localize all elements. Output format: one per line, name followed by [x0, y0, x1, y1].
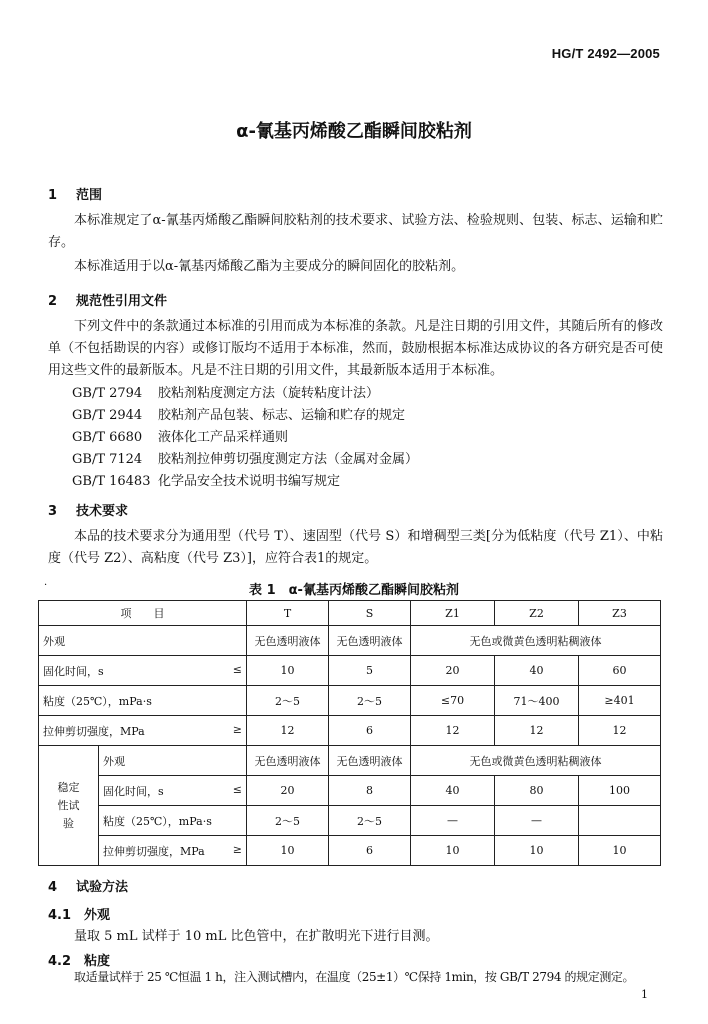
- cell: 2～5: [247, 686, 329, 716]
- comparator: ≤: [232, 782, 242, 796]
- cell: 无色透明液体: [247, 746, 329, 776]
- cell: 40: [495, 656, 579, 686]
- row-label: [39, 716, 247, 746]
- spec-table: [38, 600, 661, 866]
- row-label-text: 拉伸剪切强度，MPa: [43, 724, 145, 738]
- subsection-number: 4.2: [48, 954, 72, 969]
- row-label: [99, 836, 247, 866]
- subsection-title: 外观: [84, 908, 111, 923]
- cell: 无色或微黄色透明粘稠液体: [411, 746, 661, 776]
- cell: 71～400: [495, 686, 579, 716]
- section-title: 范围: [76, 188, 103, 203]
- header-z1: Z1: [411, 601, 495, 626]
- cell: 60: [579, 656, 661, 686]
- table-row: [39, 806, 661, 836]
- cell: 2～5: [329, 686, 411, 716]
- cell: ≤70: [411, 686, 495, 716]
- table-row: [39, 836, 661, 866]
- cell: —: [411, 806, 495, 836]
- cell: 20: [247, 776, 329, 806]
- cell: 12: [495, 716, 579, 746]
- cell: 6: [329, 836, 411, 866]
- row-label: [99, 776, 247, 806]
- row-label: 粘度（25℃），mPa·s: [39, 686, 247, 716]
- cell: 2～5: [247, 806, 329, 836]
- reference-code: GB/T 6680: [72, 430, 143, 445]
- reference-code: GB/T 2794: [72, 386, 143, 401]
- row-label-text: 固化时间，s: [43, 664, 104, 678]
- group-label: [39, 746, 99, 866]
- reference-title: 胶粘剂拉伸剪切强度测定方法（金属对金属）: [158, 452, 419, 467]
- reference-title: 液体化工产品采样通则: [158, 430, 289, 445]
- cell: 10: [247, 656, 329, 686]
- cell: 10: [579, 836, 661, 866]
- section-2-heading: [48, 290, 167, 309]
- table-row: [39, 626, 661, 656]
- subsection-4-1-para: 量取 5 mL 试样于 10 mL 比色管中，在扩散明光下进行目测。: [74, 929, 439, 944]
- section-number: 3: [48, 504, 58, 519]
- reference-title: 化学品安全技术说明书编写规定: [158, 474, 341, 489]
- group-label-text: 稳定性试验: [57, 780, 80, 830]
- section-1-para-2: 本标准适用于以α-氰基丙烯酸乙酯为主要成分的瞬间固化的胶粘剂。: [74, 259, 465, 274]
- cell: 6: [329, 716, 411, 746]
- row-label: 粘度（25℃），mPa·s: [99, 806, 247, 836]
- header-s: S: [329, 601, 411, 626]
- comparator: ≥: [232, 722, 242, 736]
- section-number: 1: [48, 188, 58, 203]
- cell: 12: [247, 716, 329, 746]
- header-t: T: [247, 601, 329, 626]
- header-z2: Z2: [495, 601, 579, 626]
- standard-number: HG/T 2492—2005: [551, 46, 660, 61]
- cell: 10: [495, 836, 579, 866]
- cell: 12: [411, 716, 495, 746]
- row-label: 外观: [99, 746, 247, 776]
- table-row: [39, 746, 661, 776]
- row-label: 外观: [39, 626, 247, 656]
- cell: 10: [247, 836, 329, 866]
- reference-code: GB/T 2944: [72, 408, 143, 423]
- cell: 无色或微黄色透明粘稠液体: [411, 626, 661, 656]
- reference-item: [72, 382, 379, 401]
- row-label-text: 拉伸剪切强度，MPa: [103, 844, 205, 858]
- reference-item: [72, 448, 418, 467]
- cell: 100: [579, 776, 661, 806]
- bullet-mark: ·: [44, 580, 48, 591]
- comparator: ≤: [232, 662, 242, 676]
- cell: 无色透明液体: [329, 746, 411, 776]
- section-title: 试验方法: [76, 880, 129, 895]
- cell: 10: [411, 836, 495, 866]
- section-1-heading: [48, 184, 102, 203]
- cell: 2～5: [329, 806, 411, 836]
- reference-item: [72, 404, 405, 423]
- table-header-row: [39, 601, 661, 626]
- row-label-text: 固化时间，s: [103, 784, 164, 798]
- table-caption: 表 1 α-氰基丙烯酸乙酯瞬间胶粘剂: [249, 583, 459, 598]
- reference-code: GB/T 7124: [72, 452, 143, 467]
- page-number: 1: [641, 988, 648, 1001]
- document-title: α-氰基丙烯酸乙酯瞬间胶粘剂: [236, 121, 472, 142]
- subsection-4-2-para: 取适量试样于 25 ℃恒温 1 h，注入测试槽内，在温度（25±1）℃保持 1min，按 GB/T 2794 的规定测定。: [74, 970, 635, 984]
- reference-item: [72, 426, 288, 445]
- table-row: [39, 776, 661, 806]
- comparator: ≥: [232, 842, 242, 856]
- reference-title: 胶粘剂粘度测定方法（旋转粘度计法）: [158, 386, 380, 401]
- row-label: [39, 656, 247, 686]
- section-1-para-1: 本标准规定了α-氰基丙烯酸乙酯瞬间胶粘剂的技术要求、试验方法、检验规则、包装、标志、运输和贮存。: [48, 213, 663, 250]
- cell: 无色透明液体: [329, 626, 411, 656]
- section-number: 4: [48, 880, 58, 895]
- cell: 80: [495, 776, 579, 806]
- cell: —: [495, 806, 579, 836]
- subsection-4-1-heading: [48, 904, 110, 923]
- cell: ≥401: [579, 686, 661, 716]
- section-title: 规范性引用文件: [76, 294, 168, 309]
- table-row: [39, 656, 661, 686]
- header-item: 项 目: [39, 601, 247, 626]
- subsection-title: 粘度: [84, 954, 111, 969]
- reference-title: 胶粘剂产品包装、标志、运输和贮存的规定: [158, 408, 406, 423]
- table-row: [39, 686, 661, 716]
- reference-item: [72, 470, 340, 489]
- section-number: 2: [48, 294, 58, 309]
- section-3-para: 本品的技术要求分为通用型（代号 T）、速固型（代号 S）和增稠型三类[分为低粘度（代号 Z1）、中粘度（代号 Z2）、高粘度（代号 Z3）]，应符合表1的规定。: [48, 529, 663, 566]
- header-z3: Z3: [579, 601, 661, 626]
- table-row: [39, 716, 661, 746]
- cell: 5: [329, 656, 411, 686]
- cell: 20: [411, 656, 495, 686]
- section-4-heading: [48, 876, 128, 895]
- reference-code: GB/T 16483: [72, 474, 151, 489]
- section-2-intro: 下列文件中的条款通过本标准的引用而成为本标准的条款。凡是注日期的引用文件，其随后所有的修改单（不包括勘误的内容）或修订版均不适用于本标准，然而，鼓励根据本标准达成协议的各方研究是否可使用这些文件的最新版本。凡是不注日期的引用文件，其最新版本适用于本标准。: [48, 319, 663, 378]
- cell: 8: [329, 776, 411, 806]
- cell: 无色透明液体: [247, 626, 329, 656]
- cell: 12: [579, 716, 661, 746]
- section-3-heading: [48, 500, 128, 519]
- section-title: 技术要求: [76, 504, 129, 519]
- subsection-number: 4.1: [48, 908, 72, 923]
- cell: 40: [411, 776, 495, 806]
- cell: [579, 806, 661, 836]
